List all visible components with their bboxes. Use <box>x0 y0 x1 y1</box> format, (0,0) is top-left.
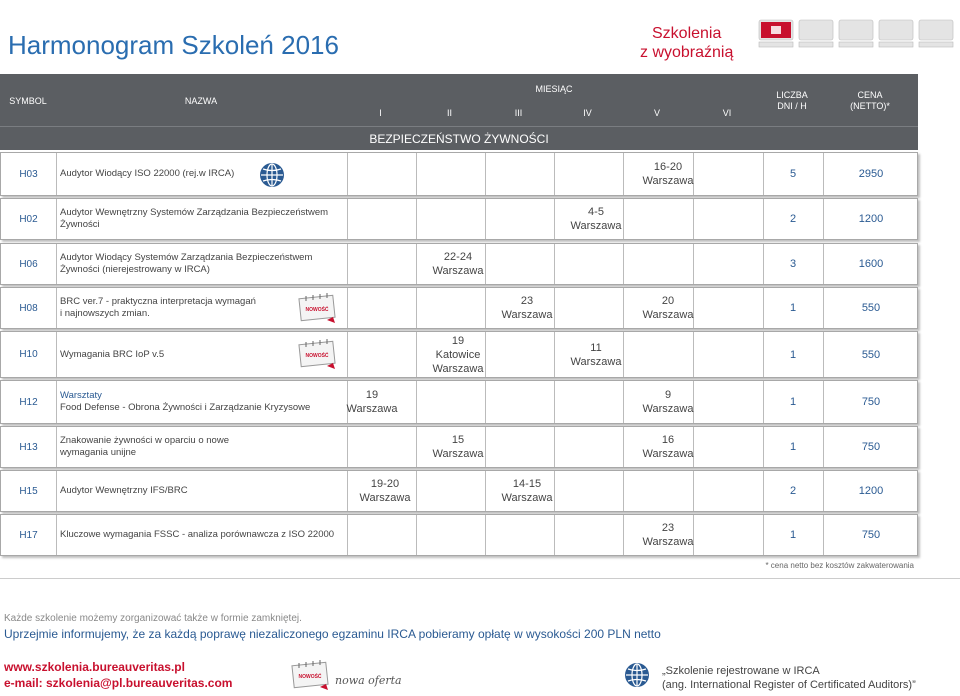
date: 14-15 <box>512 478 542 490</box>
row-name-line: Food Defense - Obrona Żywności i Zarządzanie Kryzysowe <box>60 402 311 413</box>
date: 19 <box>451 334 465 347</box>
col-price-line1: CENA <box>857 90 883 100</box>
row-symbol: H15 <box>1 471 57 511</box>
closed-training-note: Każde szkolenie możemy zorganizować także w formie zamkniętej. <box>4 613 302 624</box>
row-symbol: H03 <box>1 153 57 195</box>
col-month-6: VI <box>722 108 732 118</box>
globe-icon <box>624 662 650 688</box>
col-month-4: IV <box>583 108 592 118</box>
schedule-cell <box>347 471 423 511</box>
city: Warszawa <box>570 220 622 232</box>
date: 19-20 <box>370 478 400 490</box>
schedule-cell <box>623 153 713 195</box>
schedule-cell <box>623 515 713 555</box>
row-name <box>60 515 334 555</box>
city: Warszawa <box>642 175 694 187</box>
col-price-line2: (NETTO)* <box>850 101 890 111</box>
irca-fee-note: Uprzejmie informujemy, że za każdą poprawę niezaliczonego egzaminu IRCA pobieramy opłatę w wysokości 200 PLN netto <box>4 627 661 641</box>
col-days-line2: DNI / H <box>777 101 807 111</box>
irca-line2: (ang. International Register of Certificated Auditors)” <box>662 679 916 691</box>
row-name <box>60 153 234 195</box>
table-row <box>0 380 918 424</box>
col-days <box>762 90 822 112</box>
date: 23 <box>520 295 534 307</box>
col-symbol: SYMBOL <box>9 96 47 106</box>
schedule-cell <box>485 471 569 511</box>
table-row <box>0 287 918 329</box>
row-name-line: Znakowanie żywności w oparciu o nowe <box>60 435 229 446</box>
slogan <box>640 24 733 62</box>
row-days: 3 <box>789 258 797 270</box>
city: Warszawa <box>642 448 694 460</box>
row-days: 1 <box>789 348 797 361</box>
new-badge-icon <box>297 339 339 371</box>
row-name <box>60 288 256 328</box>
new-badge-icon <box>290 660 332 692</box>
city: Warszawa <box>570 355 622 368</box>
row-price: 1200 <box>858 213 884 225</box>
row-name-line: i najnowszych zmian. <box>60 308 150 319</box>
city: Warszawa <box>359 492 411 504</box>
row-symbol: H10 <box>1 332 57 377</box>
row-days: 1 <box>789 441 797 453</box>
chairs-image <box>755 14 960 54</box>
city: Warszawa <box>501 309 553 321</box>
new-offer-caption: nowa oferta <box>335 674 402 687</box>
col-month-5: V <box>653 108 660 118</box>
row-price: 550 <box>861 348 881 361</box>
row-name <box>60 332 164 377</box>
date: 9 <box>664 389 672 401</box>
city: Warszawa <box>432 362 484 375</box>
schedule-cell <box>485 288 569 328</box>
row-symbol: H02 <box>1 199 57 239</box>
city: Warszawa <box>642 403 694 415</box>
col-name: NAZWA <box>184 96 218 106</box>
row-name-line: Warsztaty <box>60 390 102 401</box>
row-name <box>60 471 188 511</box>
row-days: 1 <box>789 529 797 541</box>
date: 22-24 <box>443 251 473 263</box>
city: Warszawa <box>432 265 484 277</box>
page-header <box>0 0 960 74</box>
schedule-cell <box>416 427 500 467</box>
irca-line1: „Szkolenie rejestrowane w IRCA <box>662 665 820 677</box>
schedule-cell <box>554 199 638 239</box>
schedule-cell <box>623 427 713 467</box>
col-month-1: I <box>379 108 382 118</box>
row-price: 550 <box>861 302 881 314</box>
col-month-3: III <box>514 108 523 118</box>
row-name-line: Audytor Wewnętrzny Systemów Zarządzania Bezpieczeństwem <box>60 207 329 218</box>
email-link[interactable]: e-mail: szkolenia@pl.bureauveritas.com <box>4 676 233 690</box>
globe-icon <box>259 162 285 188</box>
row-name-line: BRC ver.7 - praktyczna interpretacja wymagań <box>60 296 256 307</box>
row-price: 2950 <box>858 168 884 180</box>
date: 19 <box>365 389 379 401</box>
col-month: MIESIĄC <box>535 84 573 94</box>
schedule-cell <box>623 288 713 328</box>
row-name-line: Audytor Wewnętrzny IFS/BRC <box>60 485 188 496</box>
row-days: 5 <box>789 168 797 180</box>
city: Warszawa <box>432 448 484 460</box>
city: Warszawa <box>346 403 398 415</box>
row-name <box>60 381 310 423</box>
table-row <box>0 152 918 196</box>
col-month-2: II <box>446 108 452 118</box>
new-badge-label: NOWOŚĆ <box>305 353 329 359</box>
table-row <box>0 426 918 468</box>
row-days: 1 <box>789 396 797 408</box>
schedule-cell <box>347 381 397 423</box>
row-name-line: Audytor Wiodący Systemów Zarządzania Bezpieczeństwem <box>60 252 313 263</box>
row-symbol: H08 <box>1 288 57 328</box>
table-row <box>0 514 918 556</box>
section-heading: BEZPIECZEŃSTWO ŻYWNOŚCI <box>0 126 918 150</box>
row-price: 1600 <box>858 258 884 270</box>
price-footnote: * cena netto bez kosztów zakwaterowania <box>765 561 914 570</box>
row-name-line: Żywności <box>60 219 100 230</box>
row-symbol: H13 <box>1 427 57 467</box>
slogan-line1: Szkolenia <box>652 25 722 42</box>
row-symbol: H06 <box>1 244 57 284</box>
date: 23 <box>661 522 675 534</box>
irca-registration-note <box>662 664 916 692</box>
table-row <box>0 243 918 285</box>
row-days: 1 <box>789 302 797 314</box>
date: 11 <box>590 341 602 354</box>
row-price: 1200 <box>858 485 884 497</box>
row-days: 2 <box>789 213 797 225</box>
schedule-cell <box>416 332 500 377</box>
date: 16 <box>661 434 675 446</box>
row-name <box>60 199 328 239</box>
row-symbol: H12 <box>1 381 57 423</box>
new-badge-icon <box>297 293 339 325</box>
table-row <box>0 470 918 512</box>
slogan-line2: z wyobraźnią <box>640 44 734 61</box>
date: 20 <box>661 295 675 307</box>
date: 16-20 <box>653 161 683 173</box>
row-name-line: Żywności (nierejestrowany w IRCA) <box>60 264 210 275</box>
row-symbol: H17 <box>1 515 57 555</box>
city: Warszawa <box>642 536 694 548</box>
col-price <box>822 90 918 112</box>
website-link[interactable]: www.szkolenia.bureauveritas.pl <box>4 660 185 674</box>
city: Warszawa <box>642 309 694 321</box>
col-days-line1: LICZBA <box>776 90 808 100</box>
date: 4-5 <box>588 206 604 218</box>
divider <box>0 578 960 579</box>
schedule-cell <box>416 244 500 284</box>
table-header <box>0 74 918 126</box>
row-price: 750 <box>861 529 881 541</box>
row-name-line: Kluczowe wymagania FSSC - analiza porównawcza z ISO 22000 <box>60 529 335 540</box>
row-days: 2 <box>789 485 797 497</box>
table-row <box>0 331 918 378</box>
row-price: 750 <box>861 396 881 408</box>
schedule-cell <box>554 332 638 377</box>
row-price: 750 <box>861 441 881 453</box>
row-name-line: Audytor Wiodący ISO 22000 (rej.w IRCA) <box>60 168 235 179</box>
city: Katowice <box>435 348 481 361</box>
row-name-line: wymagania unijne <box>60 447 137 458</box>
row-name <box>60 244 312 284</box>
row-name <box>60 427 229 467</box>
city: Warszawa <box>501 492 553 504</box>
table-row <box>0 198 918 240</box>
schedule-cell <box>623 381 713 423</box>
date: 15 <box>451 434 465 446</box>
page-title: Harmonogram Szkoleń 2016 <box>8 30 339 60</box>
new-badge-label: NOWOŚĆ <box>298 674 322 680</box>
row-name-line: Wymagania BRC IoP v.5 <box>60 348 165 360</box>
new-badge-label: NOWOŚĆ <box>305 307 329 313</box>
